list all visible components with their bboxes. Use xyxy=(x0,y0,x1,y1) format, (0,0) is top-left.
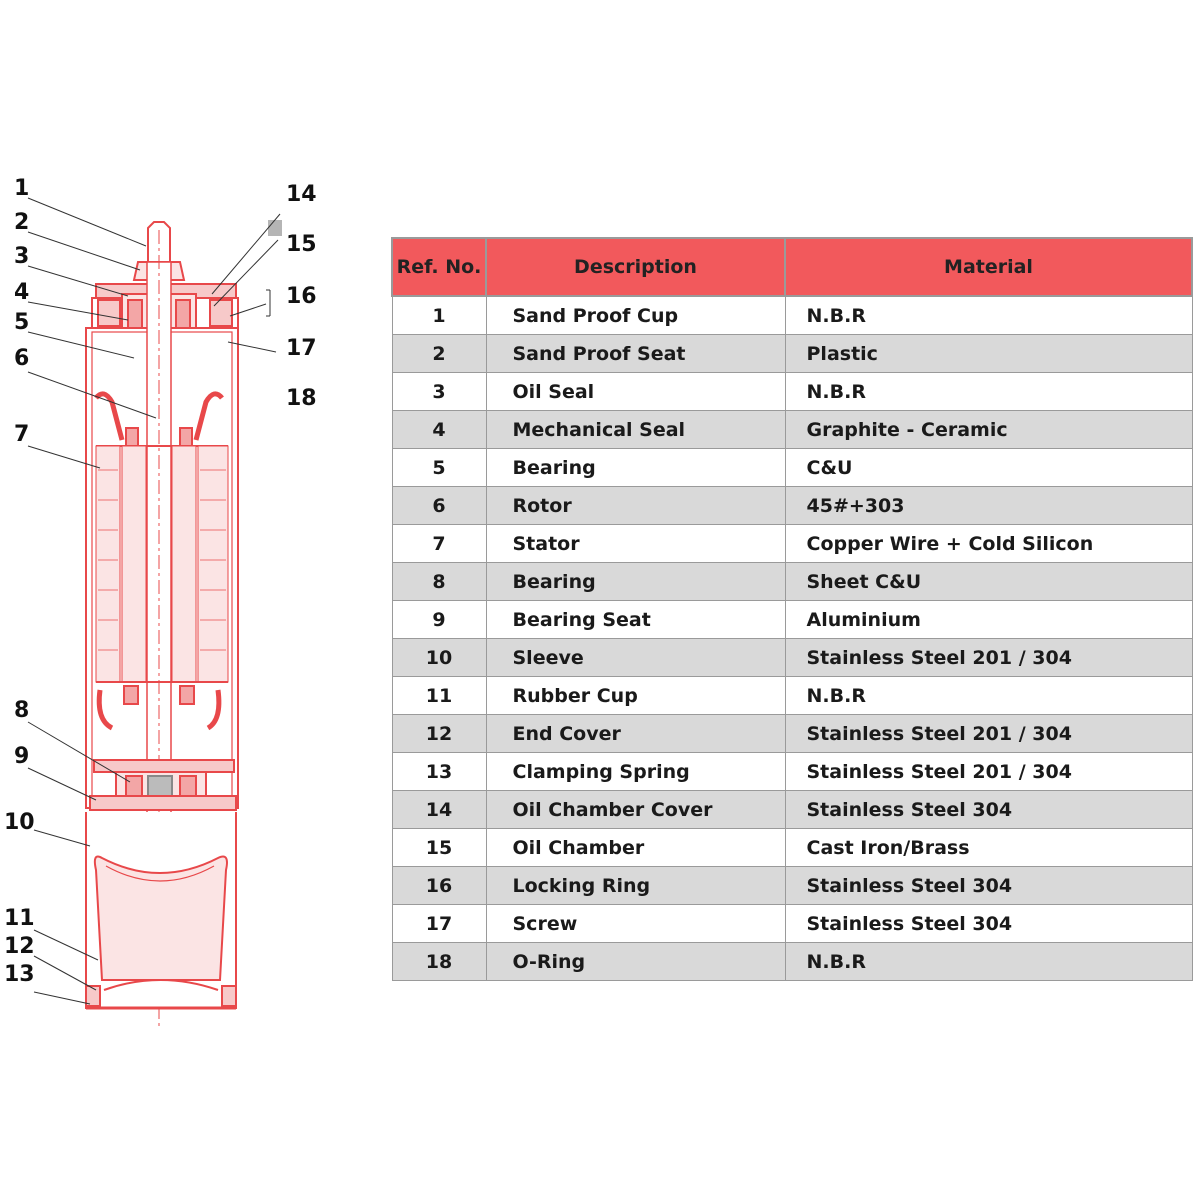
cell-ref-no: 2 xyxy=(392,335,486,373)
cell-ref-no: 3 xyxy=(392,373,486,411)
cell-material: Copper Wire + Cold Silicon xyxy=(785,525,1192,563)
callout-13: 13 xyxy=(4,962,35,987)
cell-ref-no: 15 xyxy=(392,829,486,867)
table-row xyxy=(392,601,1192,639)
cell-material: 45#+303 xyxy=(785,487,1192,525)
callout-17: 17 xyxy=(286,336,317,361)
cell-ref-no: 10 xyxy=(392,639,486,677)
table-body xyxy=(392,296,1192,981)
cell-material: Plastic xyxy=(785,335,1192,373)
cell-ref-no: 13 xyxy=(392,753,486,791)
cell-description: End Cover xyxy=(486,715,785,753)
cell-material: Stainless Steel 304 xyxy=(785,867,1192,905)
cell-ref-no: 16 xyxy=(392,867,486,905)
cell-description: Bearing Seat xyxy=(486,601,785,639)
callout-1: 1 xyxy=(14,176,30,201)
header-ref-no: Ref. No. xyxy=(392,238,486,296)
table-row xyxy=(392,373,1192,411)
header-material: Material xyxy=(785,238,1192,296)
cell-material: Stainless Steel 201 / 304 xyxy=(785,715,1192,753)
cell-ref-no: 9 xyxy=(392,601,486,639)
cell-description: Stator xyxy=(486,525,785,563)
cell-description: Mechanical Seal xyxy=(486,411,785,449)
table-row xyxy=(392,905,1192,943)
cell-description: Clamping Spring xyxy=(486,753,785,791)
cell-material: N.B.R xyxy=(785,373,1192,411)
table-row xyxy=(392,639,1192,677)
cell-description: Oil Chamber Cover xyxy=(486,791,785,829)
callout-14: 14 xyxy=(286,182,317,207)
cell-description: Oil Chamber xyxy=(486,829,785,867)
cell-material: N.B.R xyxy=(785,943,1192,981)
table-row xyxy=(392,487,1192,525)
callout-9: 9 xyxy=(14,744,30,769)
cell-ref-no: 8 xyxy=(392,563,486,601)
cell-description: Bearing xyxy=(486,563,785,601)
table-header-row xyxy=(392,238,1192,296)
cell-ref-no: 18 xyxy=(392,943,486,981)
table-row xyxy=(392,335,1192,373)
cell-description: Sand Proof Seat xyxy=(486,335,785,373)
callout-7: 7 xyxy=(14,422,30,447)
callout-5: 5 xyxy=(14,310,30,335)
cell-ref-no: 6 xyxy=(392,487,486,525)
cell-ref-no: 4 xyxy=(392,411,486,449)
cell-description: Sleeve xyxy=(486,639,785,677)
cell-description: Locking Ring xyxy=(486,867,785,905)
callout-2: 2 xyxy=(14,210,30,235)
table-row xyxy=(392,449,1192,487)
table-row xyxy=(392,411,1192,449)
table-row xyxy=(392,677,1192,715)
cell-material: Cast Iron/Brass xyxy=(785,829,1192,867)
table-row xyxy=(392,753,1192,791)
table-row xyxy=(392,791,1192,829)
cell-ref-no: 5 xyxy=(392,449,486,487)
cell-description: Bearing xyxy=(486,449,785,487)
callout-16: 16 xyxy=(286,284,317,309)
callout-10: 10 xyxy=(4,810,35,835)
cell-ref-no: 14 xyxy=(392,791,486,829)
cell-material: Stainless Steel 304 xyxy=(785,905,1192,943)
table-row xyxy=(392,525,1192,563)
cell-material: Stainless Steel 304 xyxy=(785,791,1192,829)
cell-material: N.B.R xyxy=(785,677,1192,715)
callout-15: 15 xyxy=(286,232,317,257)
cell-description: Rotor xyxy=(486,487,785,525)
cell-material: C&U xyxy=(785,449,1192,487)
cell-material: N.B.R xyxy=(785,296,1192,335)
callout-12: 12 xyxy=(4,934,35,959)
callout-6: 6 xyxy=(14,346,30,371)
cell-material: Stainless Steel 201 / 304 xyxy=(785,639,1192,677)
header-description: Description xyxy=(486,238,785,296)
cell-material: Graphite - Ceramic xyxy=(785,411,1192,449)
callout-4: 4 xyxy=(14,280,30,305)
callout-3: 3 xyxy=(14,244,30,269)
cell-description: O-Ring xyxy=(486,943,785,981)
cell-description: Sand Proof Cup xyxy=(486,296,785,335)
cell-ref-no: 1 xyxy=(392,296,486,335)
table-row xyxy=(392,563,1192,601)
callout-8: 8 xyxy=(14,698,30,723)
cell-description: Rubber Cup xyxy=(486,677,785,715)
cell-ref-no: 11 xyxy=(392,677,486,715)
cell-ref-no: 7 xyxy=(392,525,486,563)
cell-ref-no: 17 xyxy=(392,905,486,943)
cell-material: Aluminium xyxy=(785,601,1192,639)
cell-description: Oil Seal xyxy=(486,373,785,411)
cell-description: Screw xyxy=(486,905,785,943)
parts-table xyxy=(391,237,1193,981)
cell-material: Stainless Steel 201 / 304 xyxy=(785,753,1192,791)
callout-18: 18 xyxy=(286,386,317,411)
callout-11: 11 xyxy=(4,906,35,931)
cell-ref-no: 12 xyxy=(392,715,486,753)
cell-material: Sheet C&U xyxy=(785,563,1192,601)
table-row xyxy=(392,943,1192,981)
table-row xyxy=(392,296,1192,335)
table-row xyxy=(392,829,1192,867)
table-row xyxy=(392,715,1192,753)
table-row xyxy=(392,867,1192,905)
